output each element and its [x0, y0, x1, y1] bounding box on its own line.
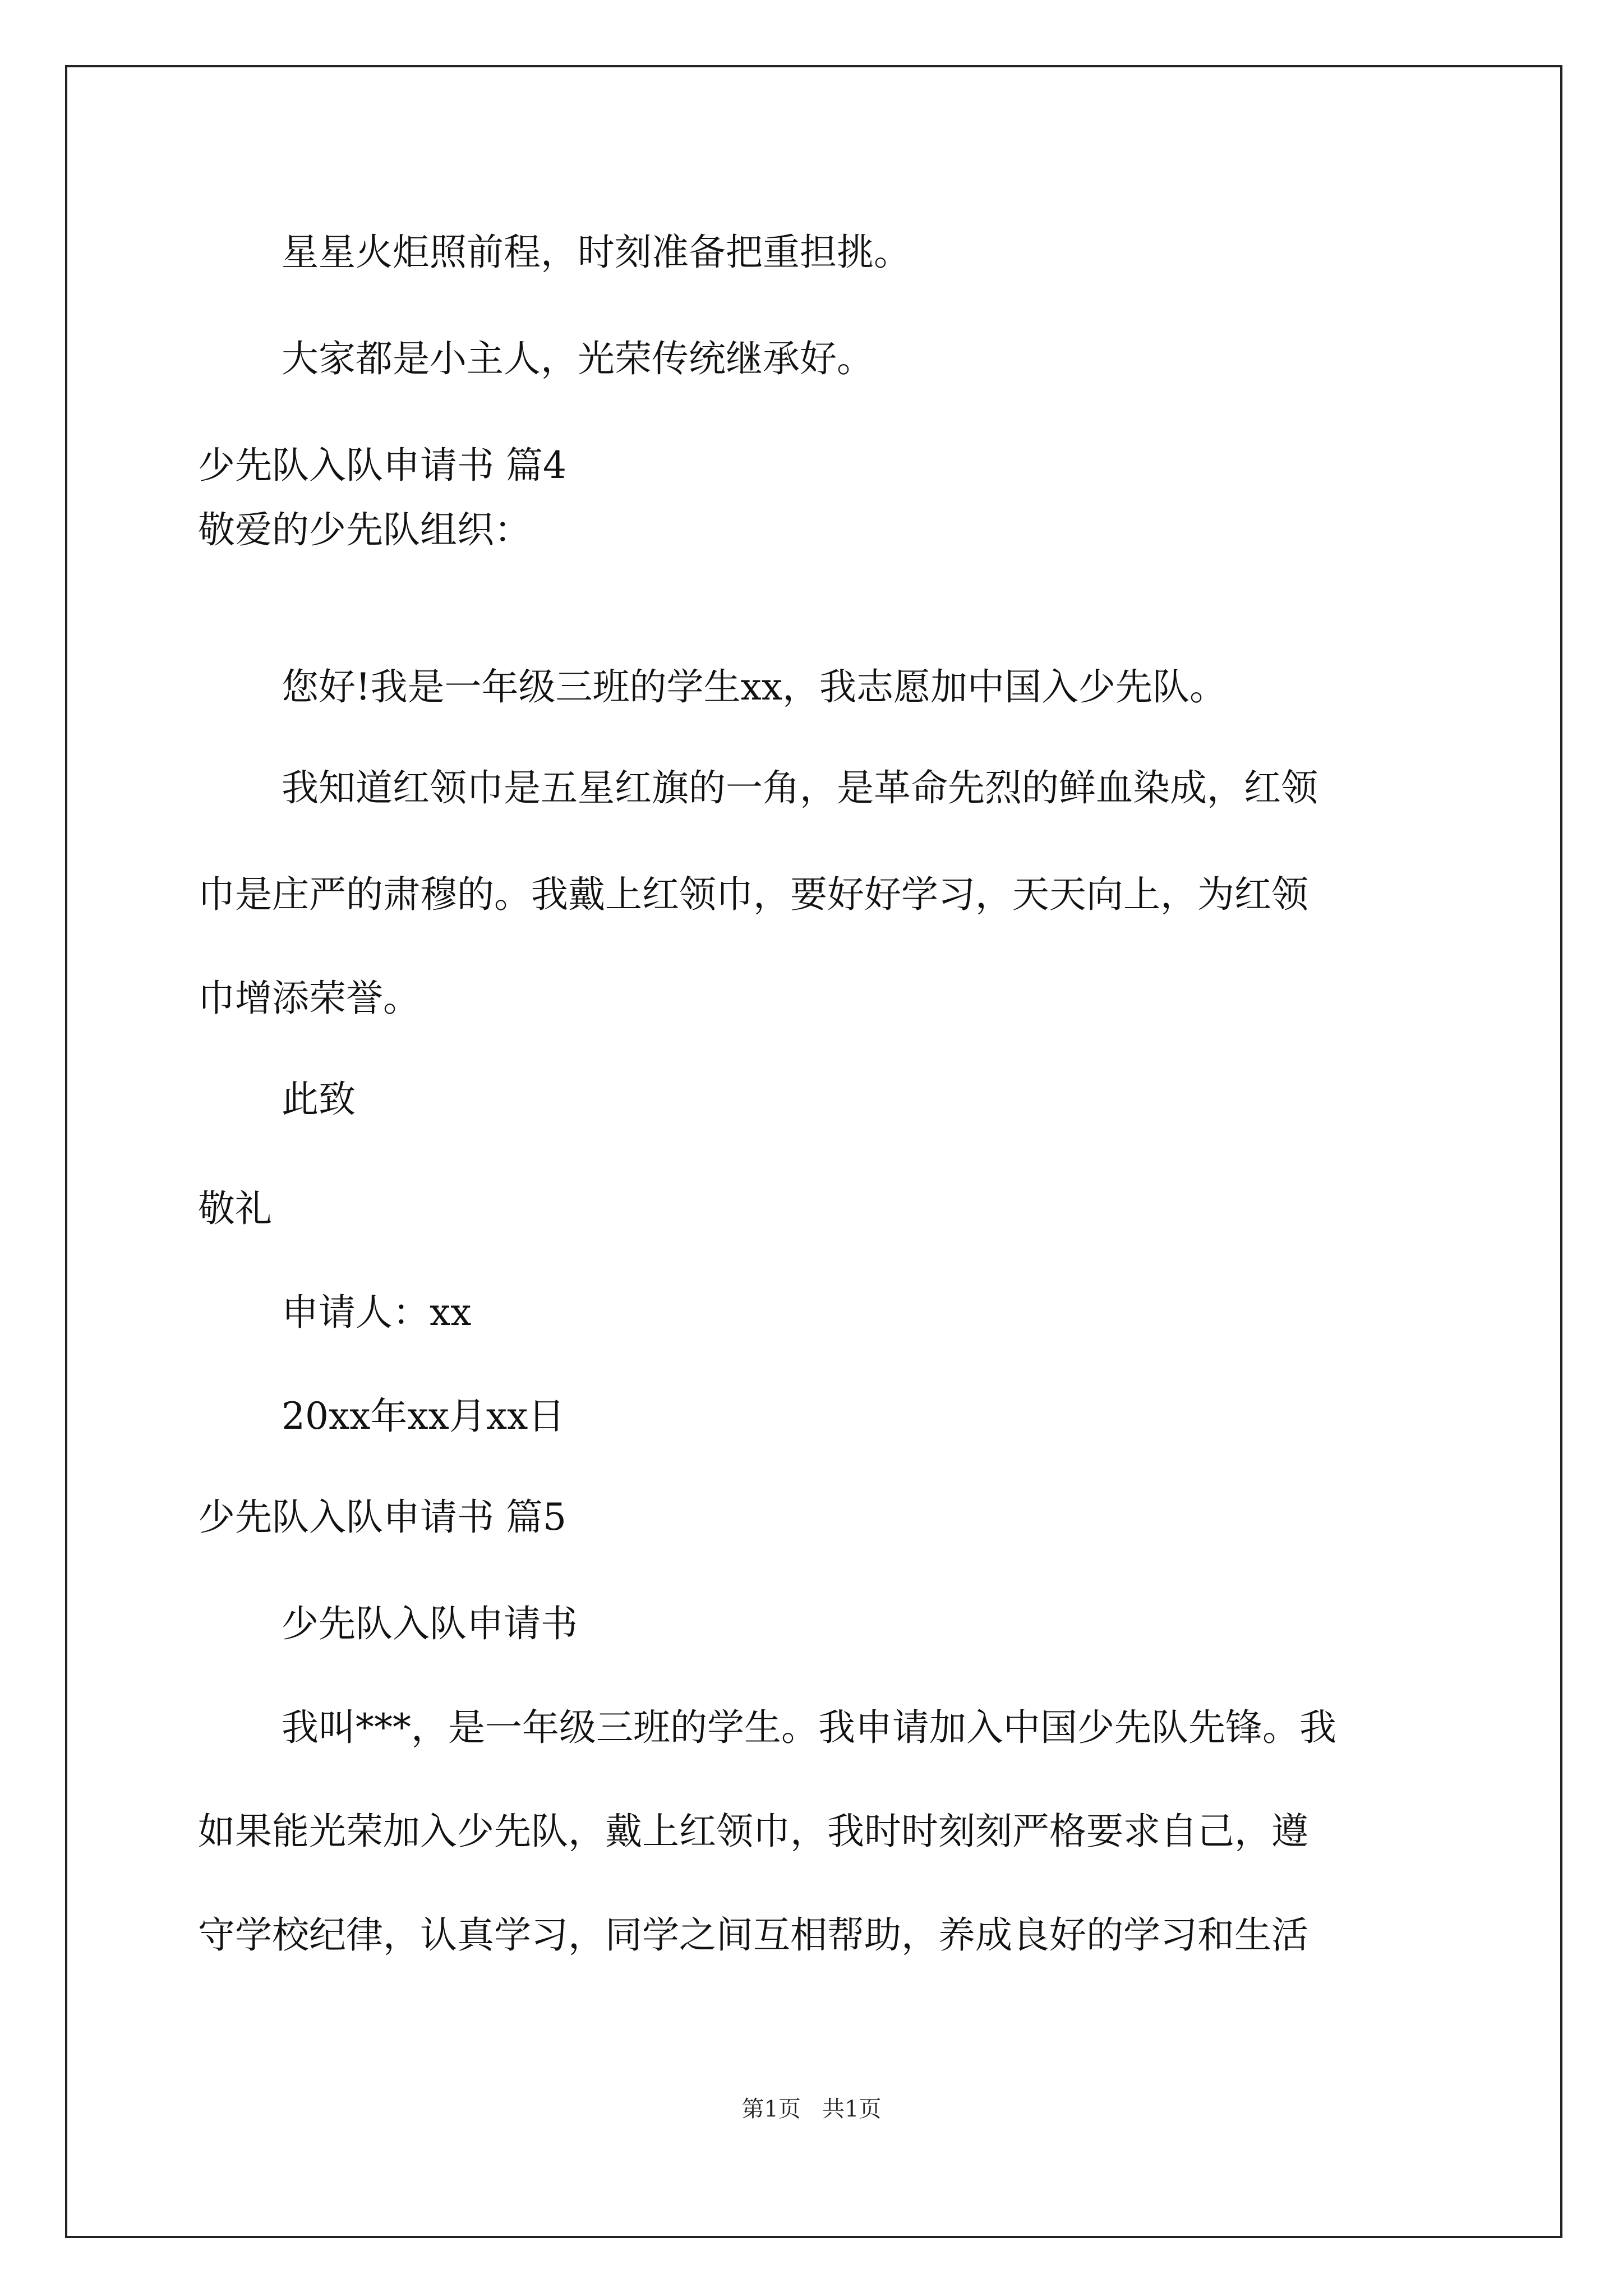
date-line: 20xx年xx月xx日: [282, 1395, 565, 1438]
paragraph-line: 您好!我是一年级三班的学生xx，我志愿加中国入少先队。: [282, 665, 1227, 708]
closing-greeting: 敬礼: [198, 1187, 272, 1230]
applicant-line: 申请人：xx: [282, 1291, 472, 1334]
subtitle-line: 少先队入队申请书: [282, 1602, 578, 1645]
closing-line: 此致: [282, 1078, 356, 1121]
page-footer: 第1页 共1页: [741, 2096, 882, 2122]
poem-line-1: 星星火炬照前程，时刻准备把重担挑。: [282, 231, 911, 274]
paragraph-line: 巾是庄严的肃穆的。我戴上红领巾，要好好学习，天天向上，为红领: [198, 873, 1308, 916]
paragraph-line: 我知道红领巾是五星红旗的一角，是革命先烈的鲜血染成，红领: [282, 766, 1318, 809]
poem-line-2: 大家都是小主人，光荣传统继承好。: [282, 337, 874, 380]
paragraph-line: 如果能光荣加入少先队，戴上红领巾，我时时刻刻严格要求自己，遵: [198, 1810, 1308, 1853]
paragraph-line: 守学校纪律，认真学习，同学之间互相帮助，养成良好的学习和生活: [198, 1913, 1308, 1957]
section-heading-5: 少先队入队申请书 篇5: [198, 1496, 566, 1539]
paragraph-line: 我叫***，是一年级三班的学生。我申请加入中国少先队先锋。我: [282, 1706, 1336, 1749]
page-border: [65, 65, 1562, 2238]
paragraph-line: 巾增添荣誉。: [198, 977, 420, 1020]
salutation: 敬爱的少先队组织：: [198, 508, 531, 551]
section-heading-4: 少先队入队申请书 篇4: [198, 444, 566, 487]
